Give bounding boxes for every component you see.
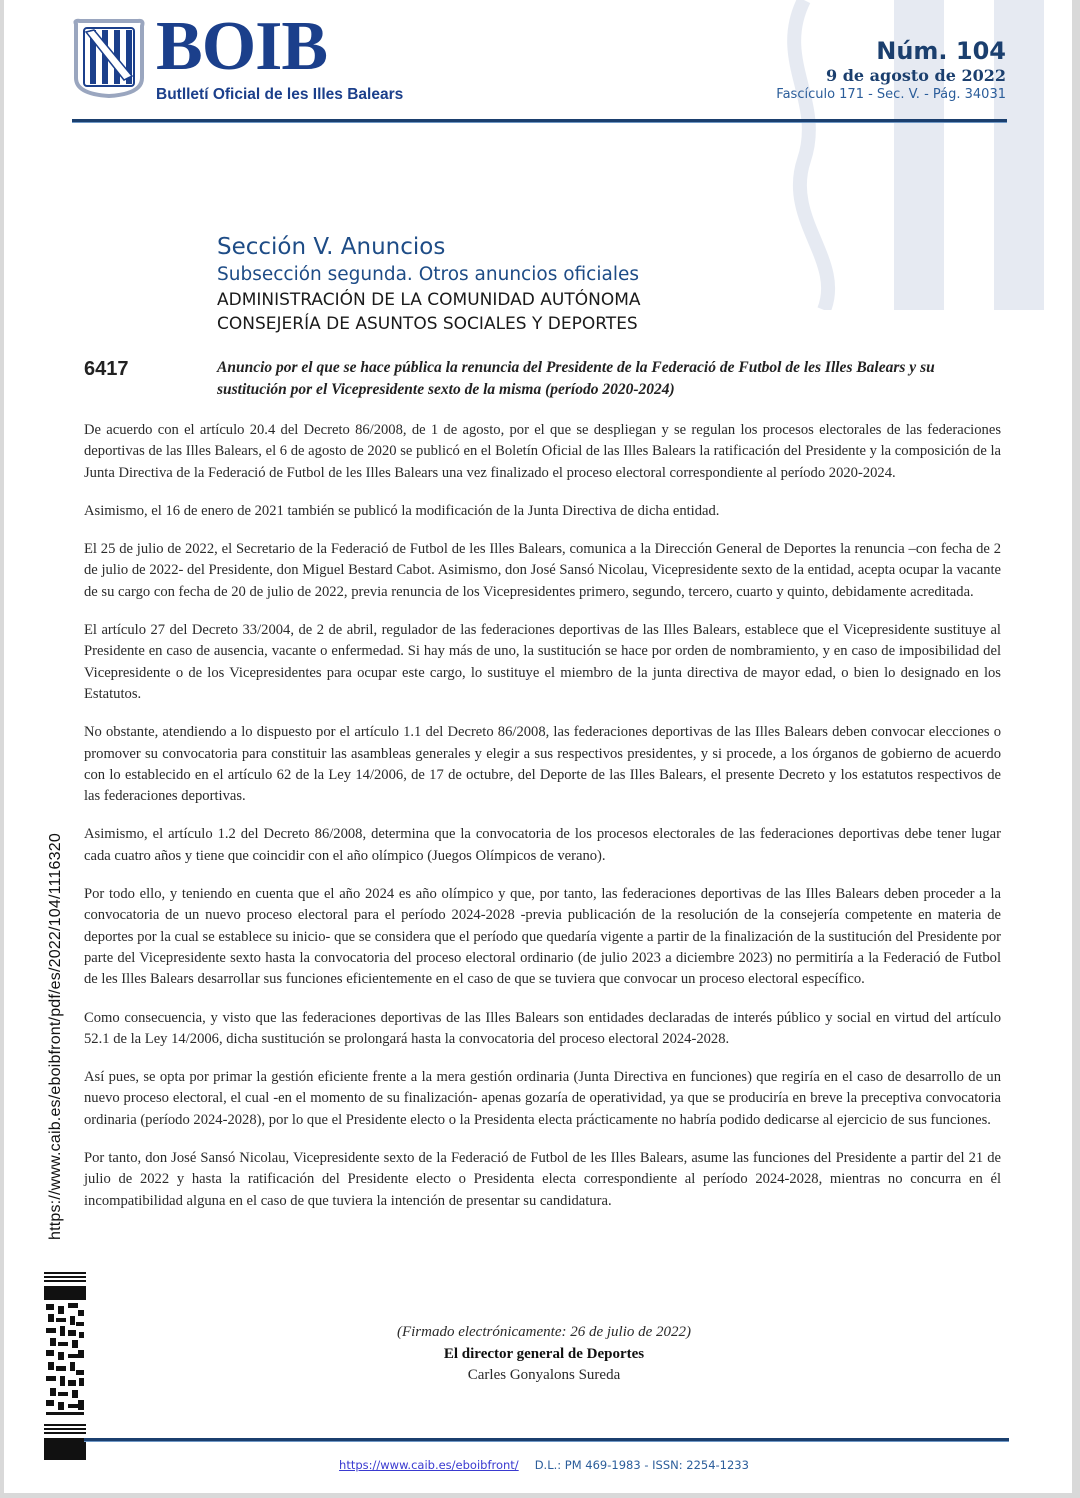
signature-date: (Firmado electrónicamente: 26 de julio de 2022) bbox=[396, 1324, 692, 1340]
signer-role: El director general de Deportes bbox=[443, 1345, 645, 1362]
header-divider bbox=[72, 119, 1007, 123]
section-heading bbox=[217, 232, 641, 336]
organization-line-2: CONSEJERÍA DE ASUNTOS SOCIALES Y DEPORTES bbox=[217, 314, 638, 334]
issue-date: 9 de agosto de 2022 bbox=[826, 66, 1006, 85]
section-title: Sección V. Anuncios bbox=[217, 234, 446, 260]
body-paragraph: Así pues, se opta por primar la gestión eficiente frente a la mera gestión ordinaria (Junta Directiva en funciones) que regiría en el caso de desarrollo de un nuevo proceso electoral, el cual -en el momento de su finalización- apenas gozaría de operatividad, ya que se produciría en breve la preceptiva convocatoria ordinaria (período 2024-2028), por lo que el Presidente electo o la Presidenta electa prácticamente no habría podido dedicarse al ejercicio de sus funciones. bbox=[84, 1069, 1001, 1128]
announcement-title: Anuncio por el que se hace pública la renuncia del Presidente de la Federació de Futbol de les Illes Balears y su sustitución por el Vicepresidente sexto de la misma (período 2020-2024) bbox=[217, 359, 935, 398]
body-paragraph: Por tanto, don José Sansó Nicolau, Vicepresidente sexto de la Federació de Futbol de les Illes Balears, asume las funciones del Presidente a partir del 21 de julio de 2022 y hasta la ratificación del Presidente electo o Presidenta electa correspondiente al período 2024-2028, mientras no concurra en él incompatibilidad alguna en el caso de que tuviera la intención de presentar su candidatura. bbox=[84, 1150, 1001, 1209]
subsection-title: Subsección segunda. Otros anuncios oficiales bbox=[217, 264, 639, 285]
organization-line-1: ADMINISTRACIÓN DE LA COMUNIDAD AUTÓNOMA bbox=[217, 290, 641, 310]
signature-block bbox=[244, 1322, 844, 1387]
body-paragraph: El artículo 27 del Decreto 33/2004, de 2 de abril, regulador de las federaciones deportivas de las Illes Balears, establece que el Vicepresidente sustituye al Presidente en caso de ausencia, vacante o enfermedad. Si hay más de uno, la sustitución se hace por orden de nombramiento, y en caso de imposibilidad del Vicepresidente o de los Vicepresidentes para ocupar este cargo, lo sustituye el miembro de la junta directiva de mayor edad, o bien lo designado en los Estatutos. bbox=[84, 622, 1001, 702]
issue-fascicle: Fascículo 171 - Sec. V. - Pág. 34031 bbox=[776, 87, 1006, 102]
footer-legal: D.L.: PM 469-1983 - ISSN: 2254-1233 bbox=[534, 1458, 749, 1472]
footer-link[interactable]: https://www.caib.es/eboibfront/ bbox=[339, 1458, 519, 1472]
body-paragraph: Asimismo, el artículo 1.2 del Decreto 86/2008, determina que la convocatoria de los procesos electorales de las federaciones deportivas debe tener lugar cada cuatro años y tiene que coincidir con el año olímpico (Juegos Olímpicos de verano). bbox=[84, 826, 1001, 864]
footer-divider bbox=[84, 1438, 1009, 1442]
issue-info bbox=[776, 36, 1006, 104]
boib-logo-subtitle: Butlletí Oficial de les Illes Balears bbox=[156, 86, 404, 103]
body-paragraph: El 25 de julio de 2022, el Secretario de la Federació de Futbol de les Illes Balears, comunica a la Dirección General de Deportes la renuncia –con fecha de 2 de julio de 2022- del Presidente, don Miguel Bestard Cabot. Asimismo, don José Sansó Nicolau, Vicepresidente sexto de la entidad, acepta ocupar la vacante de su cargo con fecha de 20 de julio de 2022, previa renuncia de los Vicepresidentes primero, segundo, tercero, cuarto y quinto, debidamente acreditada. bbox=[84, 541, 1001, 600]
footer bbox=[4, 1458, 1072, 1472]
document-page bbox=[4, 0, 1072, 1493]
body-paragraph: Como consecuencia, y visto que las federaciones deportivas de las Illes Balears son entidades declaradas de interés público y social en virtud del artículo 52.1 de la Ley 14/2006, dicha sustitución se prolongará hasta la convocatoria del proceso electoral 2024-2028. bbox=[84, 1009, 1001, 1047]
signer-name: Carles Gonyalons Sureda bbox=[467, 1367, 621, 1383]
body-paragraph: Asimismo, el 16 de enero de 2021 también se publicó la modificación de la Junta Directiva de dicha entidad. bbox=[84, 502, 720, 519]
body-paragraph: De acuerdo con el artículo 20.4 del Decreto 86/2008, de 1 de agosto, por el que se despliegan y se regulan los procesos electorales de las federaciones deportivas de las Illes Balears, el 6 de agosto de 2020 se publicó en el Boletín Oficial de las Illes Balears la ratificación del Presidente y la composición de la Junta Directiva de la Federació de Futbol de les Illes Balears una vez finalizado el proceso electoral correspondiente al período 2020-2024. bbox=[84, 422, 1001, 481]
body-paragraph: No obstante, atendiendo a lo dispuesto por el artículo 1.1 del Decreto 86/2008, las federaciones deportivas de las Illes Balears deben convocar elecciones o promover su convocatoria para constituir las asambleas generales y elegir a sus respectivos presidentes, y si procede, a los órganos de gobierno de acuerdo con lo establecido en el artículo 62 de la Ley 14/2006, de 17 de octubre, del Deporte de las Illes Balears, el presente Decreto y los estatutos respectivos de las federaciones deportivas. bbox=[84, 724, 1001, 805]
issue-number: Núm. 104 bbox=[876, 37, 1006, 65]
body-paragraph: Por todo ello, y teniendo en cuenta que el año 2024 es año olímpico y que, por tanto, las federaciones deportivas de las Illes Balears deben proceder a la convocatoria de un nuevo proceso electoral para el período 2024-2028 -previa publicación de la resolución de la consejería competente en materia de deportes por la cual se establece su inicio- que se considera que el período que quedaría vigente a partir de la finalización de la sustitución del Presidente por parte del Vicepresidente sexto hasta la convocatoria del proceso electoral ordinario (de julio 2023 a diciembre 2023) no permitiría a la Federació de Futbol de les Illes Balears desarrollar sus funciones eficientemente en el caso de que se tuviera que convocar un proceso electoral específico. bbox=[84, 886, 1001, 988]
announcement-number: 6417 bbox=[84, 358, 129, 380]
vertical-document-url: https://www.caib.es/eboibfront/pdf/es/2022/104/1116320 bbox=[47, 833, 64, 1240]
boib-logo-wordmark: BOIB bbox=[156, 8, 328, 85]
verification-barcode bbox=[44, 1266, 86, 1462]
boib-coat-of-arms-logo bbox=[72, 18, 146, 98]
announcement-body bbox=[84, 420, 1001, 1229]
